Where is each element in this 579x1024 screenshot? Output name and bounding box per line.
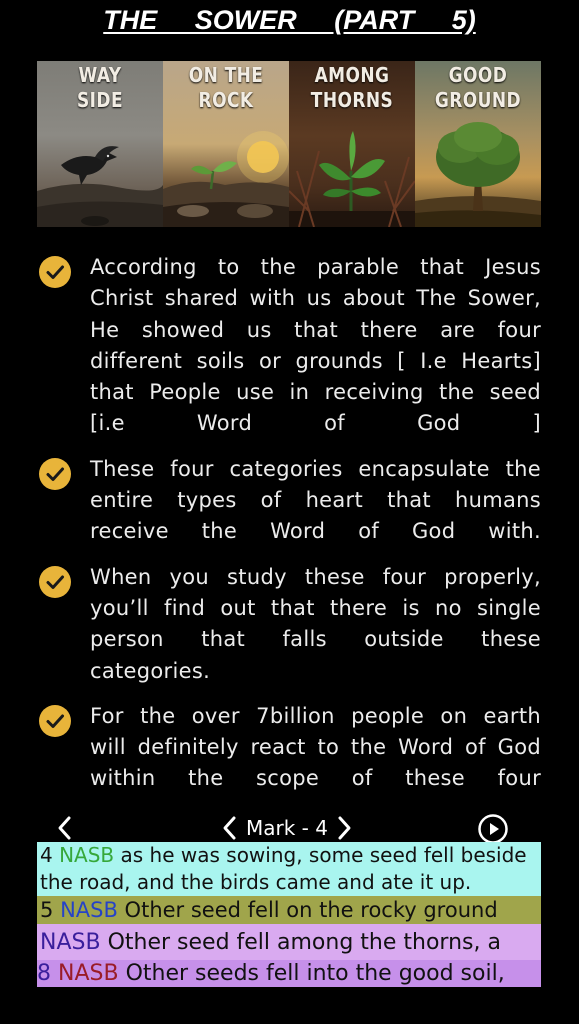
back-chevron-icon[interactable] xyxy=(55,814,75,842)
play-audio-icon[interactable] xyxy=(477,813,509,845)
chapter-selector xyxy=(212,812,362,844)
checkmark-icon xyxy=(39,566,71,598)
bullet-text: These four categories encapsulate the entire types of heart that humans receive the Word of God with. xyxy=(90,456,541,544)
verse-text: Other seeds fell into the good soil, xyxy=(118,961,505,986)
verse-text: Other seed fell among the thorns, a xyxy=(100,930,501,955)
verse-text: Other seed fell on the rocky ground xyxy=(117,898,498,922)
panel-label: AMONG THORNS xyxy=(310,63,394,112)
way-side-panel xyxy=(37,61,163,227)
chapter-reference[interactable]: Mark - 4 xyxy=(246,816,328,840)
verse-highlight[interactable] xyxy=(37,842,541,896)
verse-highlight[interactable] xyxy=(37,960,541,987)
version-label: NASB xyxy=(40,930,101,955)
bullet-item xyxy=(37,562,541,687)
version-label: NASB xyxy=(60,898,118,922)
verse-highlight[interactable] xyxy=(37,896,541,924)
on-the-rock-panel xyxy=(163,61,289,227)
bullet-text: When you study these four properly, you’ll find out that there is no single person that falls outside these categories. xyxy=(90,564,541,683)
previous-chapter-icon[interactable] xyxy=(220,814,240,842)
verse-text: as he was sowing, some seed fell beside the road, and the birds came and ate it up. xyxy=(40,843,527,894)
panel-label: ON THE ROCK xyxy=(188,63,264,112)
bible-nav-bar xyxy=(37,812,541,844)
verse-number: 4 xyxy=(40,843,53,867)
next-chapter-icon[interactable] xyxy=(334,814,354,842)
verse-number: 8 xyxy=(37,961,51,986)
bullet-text: According to the parable that Jesus Christ shared with us about The Sower, He showed us that there are four different soils or grounds [ I.e Hearts] that People use in receiving the seed [i.e Word of God ] xyxy=(90,255,541,436)
checkmark-icon xyxy=(39,256,71,288)
sower-banner-image xyxy=(37,61,541,227)
bullet-list xyxy=(37,252,541,811)
verse-number: 5 xyxy=(40,898,54,922)
version-label: NASB xyxy=(58,961,119,986)
checkmark-icon xyxy=(39,705,71,737)
bullet-item xyxy=(37,701,541,797)
bullet-item xyxy=(37,454,541,548)
panel-label: WAY SIDE xyxy=(76,63,123,112)
page-title: THE SOWER (PART 5) xyxy=(103,5,476,35)
good-ground-panel xyxy=(415,61,541,227)
verse-highlight[interactable] xyxy=(37,924,541,960)
version-label: NASB xyxy=(59,843,115,867)
bullet-item xyxy=(37,252,541,440)
panel-label: GOOD GROUND xyxy=(434,63,522,112)
bullet-text: For the over 7billion people on earth will definitely react to the Word of God within the scope of these four xyxy=(90,703,541,791)
checkmark-icon xyxy=(39,458,71,490)
among-thorns-panel xyxy=(289,61,415,227)
